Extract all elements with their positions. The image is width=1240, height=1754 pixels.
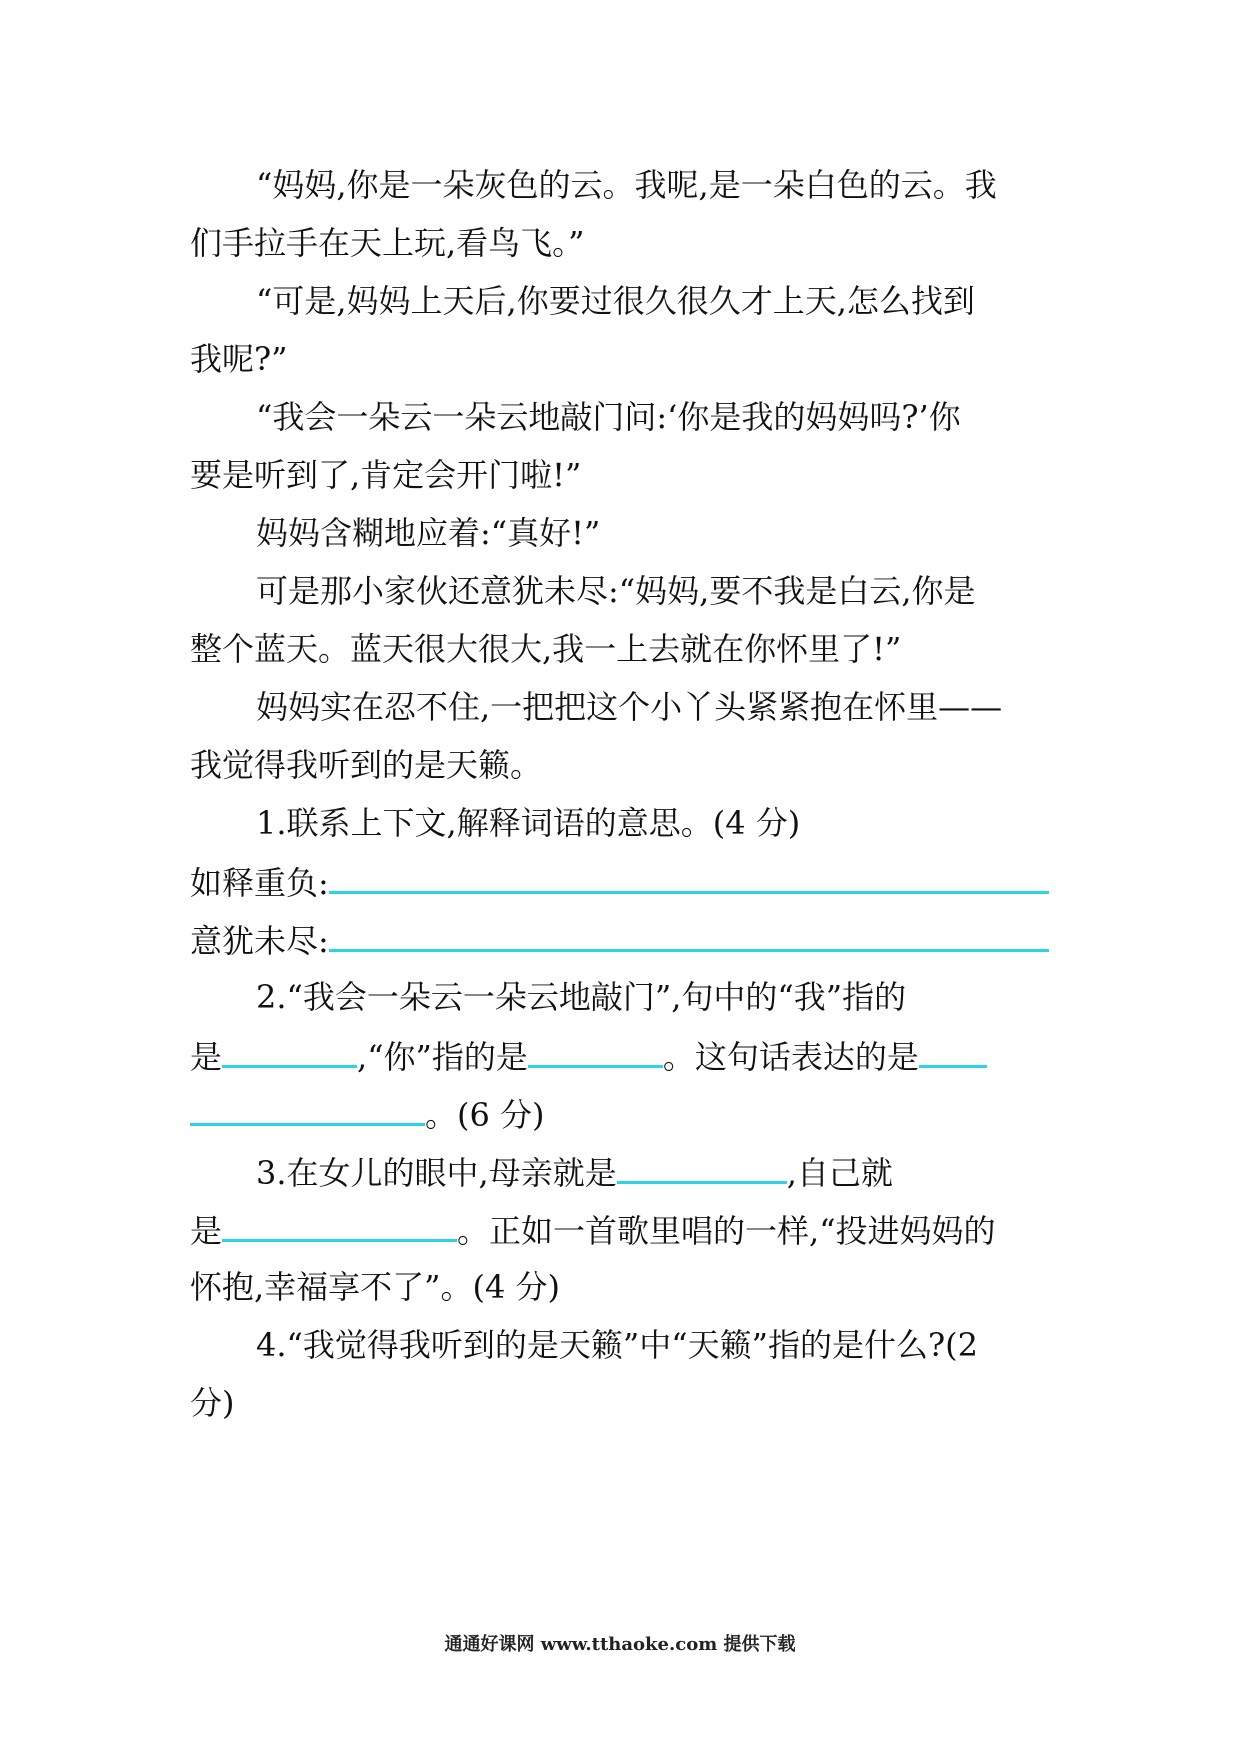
question-text: 。(6 分) xyxy=(425,1096,545,1134)
passage-line: “可是,妈妈上天后,你要过很久很久才上天,怎么找到 xyxy=(256,282,975,320)
answer-blank[interactable] xyxy=(222,1035,357,1068)
footer-credit: 通通好课网 www.tthaoke.com 提供下载 xyxy=(444,1634,796,1655)
answer-blank[interactable] xyxy=(190,1093,425,1126)
question-2-line-3 xyxy=(190,1093,1060,1133)
answer-blank[interactable] xyxy=(919,1035,987,1068)
question-3-line-2 xyxy=(190,1209,1060,1249)
question-3-line-1 xyxy=(256,1151,1126,1191)
question-4-line-2: 分) xyxy=(190,1384,235,1422)
question-text: 是 xyxy=(190,1212,223,1250)
question-1-term-1 xyxy=(190,861,1060,901)
answer-blank[interactable] xyxy=(617,1151,787,1184)
answer-blank[interactable] xyxy=(329,919,1049,952)
answer-blank[interactable] xyxy=(528,1035,663,1068)
question-2-line-2 xyxy=(190,1035,1060,1075)
passage-line: 可是那小家伙还意犹未尽:“妈妈,要不我是白云,你是 xyxy=(256,572,976,610)
passage-line: 我呢?” xyxy=(190,340,288,378)
term-label: 如释重负: xyxy=(190,864,329,902)
question-text: 。正如一首歌里唱的一样,“投进妈妈的 xyxy=(457,1212,996,1250)
passage-line: 整个蓝天。蓝天很大很大,我一上去就在你怀里了!” xyxy=(190,630,902,668)
answer-blank[interactable] xyxy=(222,1209,457,1242)
question-text: 是 xyxy=(190,1038,223,1076)
passage-line: 妈妈含糊地应着:“真好!” xyxy=(256,514,601,552)
question-text: 。这句话表达的是 xyxy=(662,1038,919,1076)
passage-line: 要是听到了,肯定会开门啦!” xyxy=(190,456,582,494)
question-text: ,自己就 xyxy=(786,1154,893,1192)
question-text: 3.在女儿的眼中,母亲就是 xyxy=(256,1154,617,1192)
question-4-line-1: 4.“我觉得我听到的是天籁”中“天籁”指的是什么?(2 xyxy=(256,1326,978,1364)
question-3-line-3: 怀抱,幸福享不了”。(4 分) xyxy=(190,1268,561,1306)
passage-line: 们手拉手在天上玩,看鸟飞。” xyxy=(190,224,585,262)
passage-line: 妈妈实在忍不住,一把把这个小丫头紧紧抱在怀里—— xyxy=(256,688,1003,726)
passage-line: “我会一朵云一朵云地敲门问:‘你是我的妈妈吗?’你 xyxy=(256,398,961,436)
question-2-line-1: 2.“我会一朵云一朵云地敲门”,句中的“我”指的 xyxy=(256,978,907,1016)
question-text: ,“你”指的是 xyxy=(357,1038,528,1076)
passage-line: “妈妈,你是一朵灰色的云。我呢,是一朵白色的云。我 xyxy=(256,166,997,204)
question-1-title: 1.联系上下文,解释词语的意思。(4 分) xyxy=(256,804,801,842)
term-label: 意犹未尽: xyxy=(190,922,329,960)
answer-blank[interactable] xyxy=(329,861,1049,894)
passage-line: 我觉得我听到的是天籁。 xyxy=(190,746,543,784)
question-1-term-2 xyxy=(190,919,1060,959)
